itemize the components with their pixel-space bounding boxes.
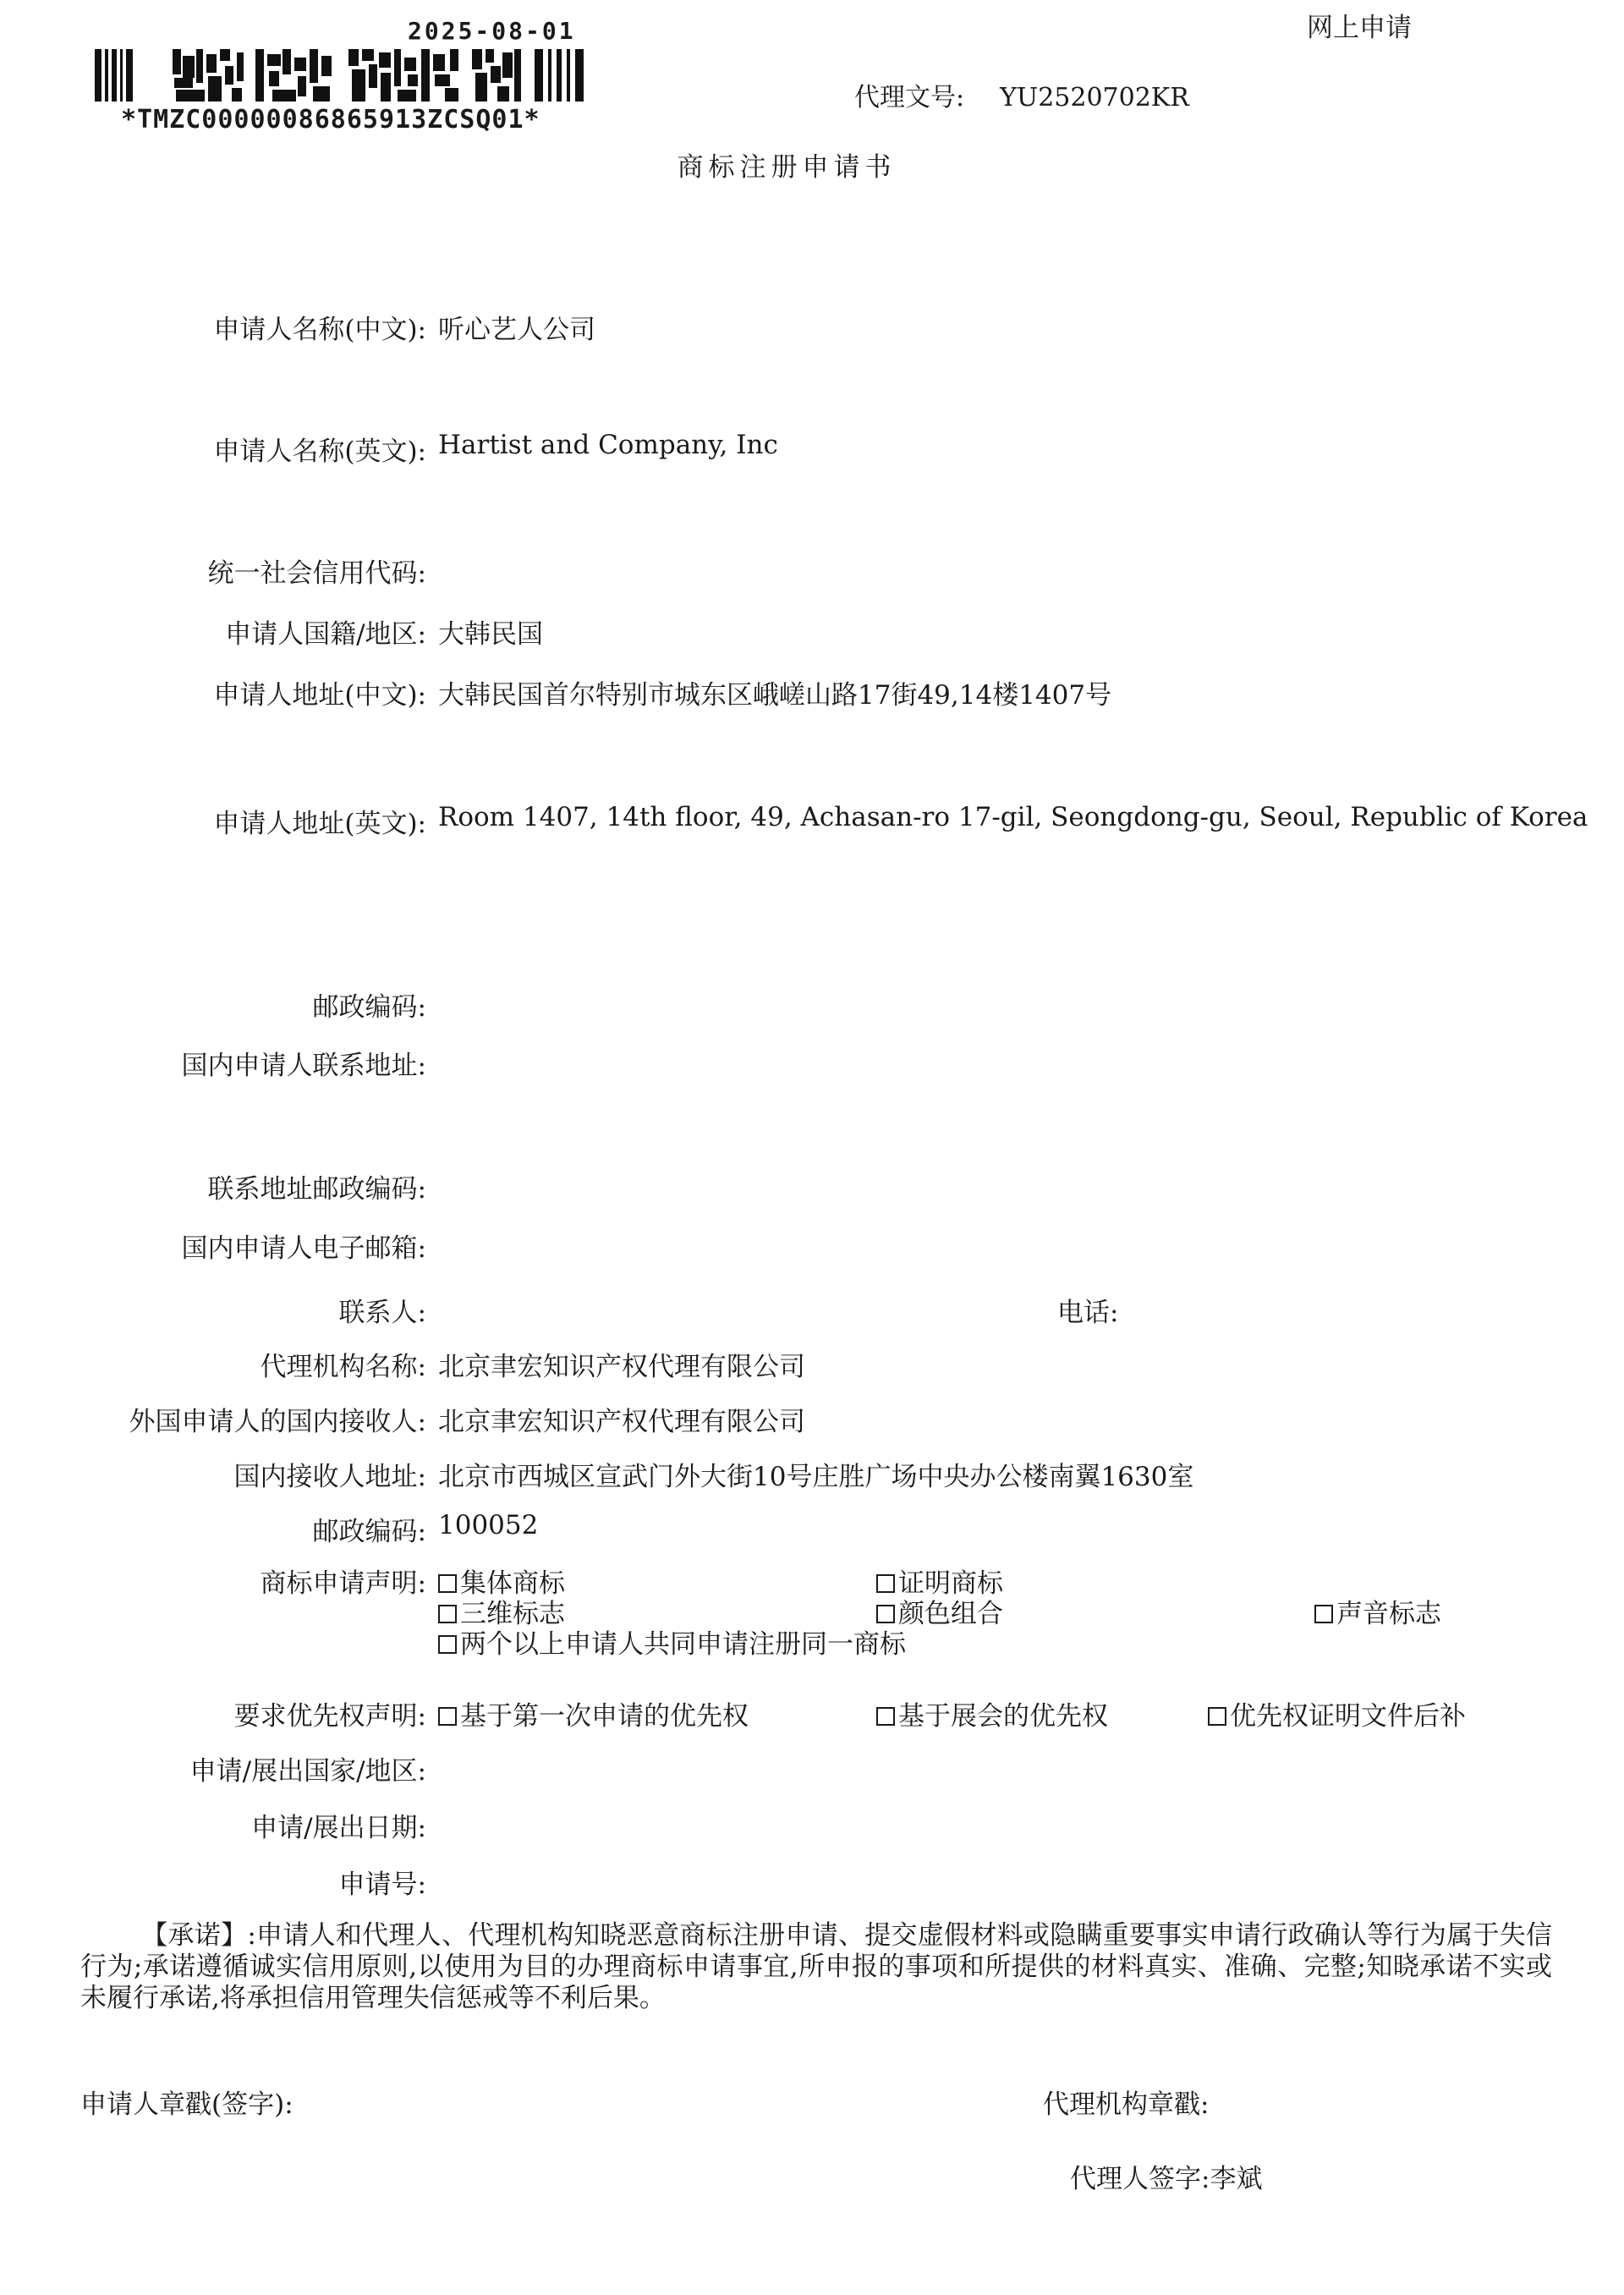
agent-signature bbox=[1070, 2157, 1262, 2195]
agent-reference bbox=[854, 76, 1189, 113]
checkbox-icon bbox=[1314, 1605, 1333, 1623]
checkbox-icon bbox=[438, 1707, 457, 1726]
online-application-label: 网上申请 bbox=[1307, 13, 1412, 43]
receiver-postcode-value: 100052 bbox=[438, 1510, 539, 1540]
agent-signature-label: 代理人签字: bbox=[1070, 2164, 1210, 2194]
checkbox-color-combination[interactable]: 颜色组合 bbox=[876, 1592, 1003, 1630]
receiver-postcode-label: 邮政编码: bbox=[312, 1517, 426, 1547]
contact-postcode-label: 联系地址邮政编码: bbox=[207, 1174, 426, 1205]
priority-label: 要求优先权声明: bbox=[233, 1701, 426, 1732]
address-cn-label: 申请人地址(中文): bbox=[213, 680, 426, 711]
domestic-contact-address-label: 国内申请人联系地址: bbox=[181, 1051, 426, 1081]
agent-no-value: YU2520702KR bbox=[1000, 83, 1189, 113]
agency-name-value: 北京聿宏知识产权代理有限公司 bbox=[438, 1352, 805, 1382]
applicant-seal-label: 申请人章戳(签字): bbox=[80, 2089, 294, 2120]
receiver-value: 北京聿宏知识产权代理有限公司 bbox=[438, 1407, 805, 1437]
checkbox-icon bbox=[876, 1574, 895, 1593]
checkbox-3d-mark[interactable]: 三维标志 bbox=[438, 1592, 565, 1630]
pledge-paragraph bbox=[80, 1920, 1552, 2014]
name-cn-value: 听心艺人公司 bbox=[438, 315, 595, 345]
phone-label: 电话: bbox=[1057, 1298, 1119, 1328]
checkbox-exhibition-priority[interactable]: 基于展会的优先权 bbox=[876, 1694, 1108, 1732]
checkbox-icon bbox=[876, 1707, 895, 1726]
receiver-address-label: 国内接收人地址: bbox=[233, 1462, 426, 1492]
checkbox-priority-docs-later[interactable]: 优先权证明文件后补 bbox=[1208, 1694, 1466, 1732]
domestic-email-label: 国内申请人电子邮箱: bbox=[181, 1233, 426, 1264]
checkbox-sound-mark[interactable]: 声音标志 bbox=[1314, 1592, 1441, 1630]
agent-no-label: 代理文号: bbox=[854, 83, 965, 113]
checkbox-icon bbox=[1208, 1707, 1226, 1726]
checkbox-icon bbox=[876, 1605, 895, 1623]
checkbox-icon bbox=[438, 1574, 457, 1593]
postcode-label: 邮政编码: bbox=[312, 992, 426, 1023]
checkbox-icon bbox=[438, 1635, 457, 1654]
receiver-label: 外国申请人的国内接收人: bbox=[129, 1407, 426, 1437]
barcode-text: *TMZC00000086865913ZCSQ01* bbox=[121, 105, 540, 135]
declaration-label: 商标申请声明: bbox=[260, 1568, 426, 1599]
name-cn-label: 申请人名称(中文): bbox=[213, 315, 426, 345]
checkbox-first-application-priority[interactable]: 基于第一次申请的优先权 bbox=[438, 1694, 749, 1732]
receiver-address-value: 北京市西城区宣武门外大街10号庄胜广场中央办公楼南翼1630室 bbox=[438, 1462, 1194, 1492]
filing-date: 2025-08-01 bbox=[408, 17, 576, 45]
agency-seal-label: 代理机构章戳: bbox=[1043, 2089, 1210, 2120]
barcode bbox=[95, 49, 584, 102]
priority-number-label: 申请号: bbox=[338, 1869, 426, 1900]
agent-signature-value: 李斌 bbox=[1210, 2164, 1263, 2194]
checkbox-icon bbox=[438, 1605, 457, 1623]
address-en-value: Room 1407, 14th floor, 49, Achasan-ro 17-gil, Seongdong-gu, Seoul, Republic of Korea bbox=[438, 802, 1588, 832]
contact-person-label: 联系人: bbox=[338, 1298, 426, 1328]
agency-name-label: 代理机构名称: bbox=[260, 1352, 426, 1382]
priority-country-label: 申请/展出国家/地区: bbox=[189, 1756, 426, 1787]
nationality-value: 大韩民国 bbox=[438, 619, 543, 650]
address-en-label: 申请人地址(英文): bbox=[213, 809, 426, 839]
priority-date-label: 申请/展出日期: bbox=[251, 1813, 426, 1843]
nationality-label: 申请人国籍/地区: bbox=[225, 619, 426, 650]
address-cn-value: 大韩民国首尔特别市城东区峨嵯山路17街49,14楼1407号 bbox=[438, 680, 1112, 711]
name-en-value: Hartist and Company, Inc bbox=[438, 430, 778, 460]
checkbox-collective-mark[interactable]: 集体商标 bbox=[438, 1562, 565, 1600]
page-title: 商标注册申请书 bbox=[677, 152, 897, 183]
checkbox-joint-application[interactable]: 两个以上申请人共同申请注册同一商标 bbox=[438, 1622, 906, 1661]
checkbox-certification-mark[interactable]: 证明商标 bbox=[876, 1562, 1003, 1600]
pledge-text: 【承诺】:申请人和代理人、代理机构知晓恶意商标注册申请、提交虚假材料或隐瞒重要事实申请行政确认等行为属于失信行为;承诺遵循诚实信用原则,以使用为目的办理商标申请事宜,所申报的事项和所提供的材料真实、准确、完整;知晓承诺不实或未履行承诺,将承担信用管理失信惩戒等不利后果。 bbox=[80, 1920, 1552, 2013]
credit-code-label: 统一社会信用代码: bbox=[207, 558, 426, 589]
name-en-label: 申请人名称(英文): bbox=[213, 436, 426, 467]
